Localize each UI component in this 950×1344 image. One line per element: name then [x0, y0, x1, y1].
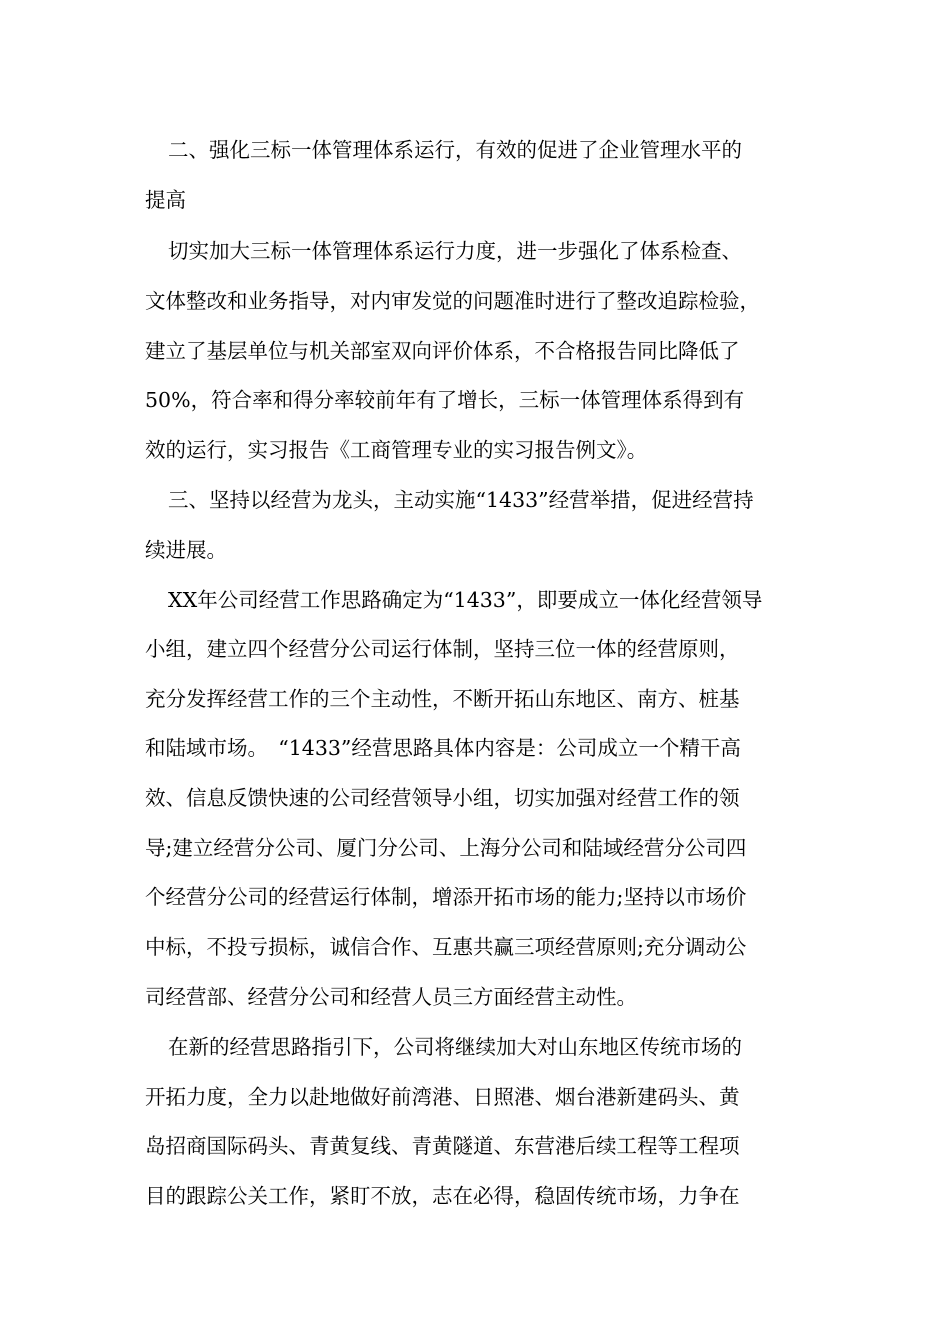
section-heading-2: 二、强化三标一体管理体系运行，有效的促进了企业管理水平的 — [168, 138, 742, 162]
paragraph-line: XX年公司经营工作思路确定为“1433”，即要成立一体化经营领导 — [168, 588, 763, 612]
paragraph-line: 个经营分公司的经营运行体制，增添开拓市场的能力;坚持以市场价 — [145, 885, 747, 909]
paragraph-line: 50%，符合率和得分率较前年有了增长，三标一体管理体系得到有 — [145, 388, 745, 412]
paragraph-line: 充分发挥经营工作的三个主动性，不断开拓山东地区、南方、桩基 — [145, 687, 740, 711]
paragraph-line: 司经营部、经营分公司和经营人员三方面经营主动性。 — [145, 985, 637, 1009]
section-heading-3-continued: 续进展。 — [145, 538, 227, 562]
paragraph-line: 文体整改和业务指导，对内审发觉的问题准时进行了整改追踪检验， — [145, 289, 760, 313]
paragraph-line: 切实加大三标一体管理体系运行力度，进一步强化了体系检查、 — [168, 239, 742, 263]
paragraph-line: 在新的经营思路指引下，公司将继续加大对山东地区传统市场的 — [168, 1035, 742, 1059]
paragraph-line: 效、信息反馈快速的公司经营领导小组，切实加强对经营工作的领 — [145, 786, 740, 810]
paragraph-line: 岛招商国际码头、青黄复线、青黄隧道、东营港后续工程等工程项 — [145, 1134, 740, 1158]
section-heading-3: 三、坚持以经营为龙头，主动实施“1433”经营举措，促进经营持 — [168, 488, 754, 512]
paragraph-line: 建立了基层单位与机关部室双向评价体系，不合格报告同比降低了 — [145, 339, 740, 363]
paragraph-line: 中标，不投亏损标，诚信合作、互惠共赢三项经营原则;充分调动公 — [145, 935, 747, 959]
paragraph-line: 效的运行，实习报告《工商管理专业的实习报告例文》。 — [145, 438, 648, 462]
paragraph-line: 小组，建立四个经营分公司运行体制，坚持三位一体的经营原则， — [145, 637, 740, 661]
paragraph-line: 开拓力度，全力以赴地做好前湾港、日照港、烟台港新建码头、黄 — [145, 1085, 740, 1109]
section-heading-2-continued: 提高 — [145, 188, 186, 212]
paragraph-line: 和陆域市场。 “1433”经营思路具体内容是：公司成立一个精干高 — [145, 736, 741, 760]
paragraph-line: 目的跟踪公关工作，紧盯不放，志在必得，稳固传统市场，力争在 — [145, 1184, 740, 1208]
paragraph-line: 导;建立经营分公司、厦门分公司、上海分公司和陆域经营分公司四 — [145, 836, 747, 860]
